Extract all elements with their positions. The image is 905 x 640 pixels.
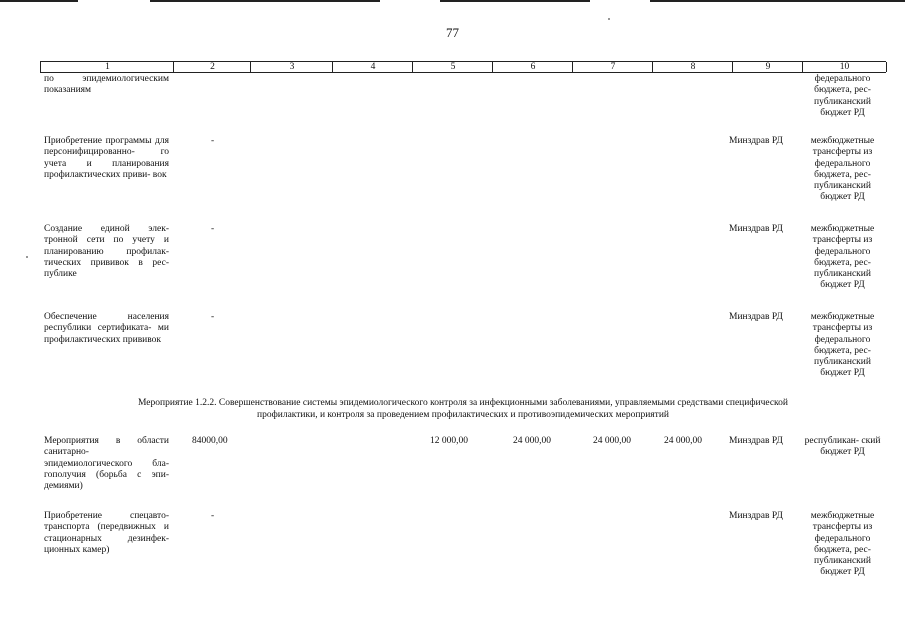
row-amount: - <box>211 136 215 146</box>
row-description: Создание единой элек- тронной сети по учету и планированию профилак- тических прививок в рес- публике <box>44 224 169 280</box>
row-funding-source: республикан- ский бюджет РД <box>804 436 881 458</box>
scan-speck <box>26 256 28 258</box>
row-funding-source: межбюджетные трансферты из федерального бюджета, рес- публиканский бюджет РД <box>810 136 875 203</box>
row-funding-source: федерального бюджета, рес- публиканский бюджет РД <box>814 74 871 118</box>
column-header: 10 <box>802 62 887 72</box>
column-header: 5 <box>412 62 493 72</box>
row-amount: - <box>211 312 215 322</box>
column-header: 1 <box>40 62 174 72</box>
column-header: 8 <box>652 62 733 72</box>
column-header: 4 <box>332 62 413 72</box>
row-description: Обеспечение населения республики сертификата- ми профилактических прививок <box>44 312 169 345</box>
row-executor: Минздрав РД <box>729 312 783 322</box>
row-description: по эпидемиологическим показаниям <box>44 74 169 96</box>
column-header: 3 <box>250 62 333 72</box>
table-header <box>40 61 886 73</box>
scan-speck <box>608 18 610 20</box>
row-year-value: 24 000,00 <box>593 436 631 446</box>
row-executor: Минздрав РД <box>729 511 783 521</box>
row-description: Мероприятия в области санитарно- эпидемиологического бла- гополучия (борьба с эпи- демиями) <box>44 436 169 492</box>
row-year-value: 24 000,00 <box>664 436 702 446</box>
row-amount: - <box>211 224 215 234</box>
row-amount: - <box>211 511 215 521</box>
row-year-value: 24 000,00 <box>513 436 551 446</box>
page-number: 77 <box>446 25 459 40</box>
column-header: 2 <box>173 62 251 72</box>
column-header: 7 <box>572 62 653 72</box>
row-executor: Минздрав РД <box>729 436 783 446</box>
row-funding-source: межбюджетные трансферты из федерального бюджета, рес- публиканский бюджет РД <box>810 312 875 379</box>
row-description: Приобретение спецавто- транспорта (передвижных и стационарных дезинфек- ционных камер) <box>44 511 169 555</box>
row-amount: 84000,00 <box>192 436 228 446</box>
column-header: 9 <box>732 62 803 72</box>
row-executor: Минздрав РД <box>729 224 783 234</box>
row-executor: Минздрав РД <box>729 136 783 146</box>
row-year-value: 12 000,00 <box>430 436 468 446</box>
row-description: Приобретение программы для персонифицированно- го учета и планирования профилактических приви- вок <box>44 136 169 180</box>
row-funding-source: межбюджетные трансферты из федерального бюджета, рес- публиканский бюджет РД <box>810 224 875 291</box>
top-border <box>440 0 590 2</box>
top-border <box>150 0 380 2</box>
row-funding-source: межбюджетные трансферты из федерального бюджета, рес- публиканский бюджет РД <box>810 511 875 578</box>
top-border <box>650 0 905 2</box>
top-border <box>0 0 78 2</box>
section-subheading: Мероприятие 1.2.2. Совершенствование системы эпидемиологического контроля за инфекционными заболеваниями, управляемыми средствами специфической профилактики, и контроля за проведением профилактических и противоэпидемических мероприятий <box>137 398 788 420</box>
column-header: 6 <box>492 62 573 72</box>
